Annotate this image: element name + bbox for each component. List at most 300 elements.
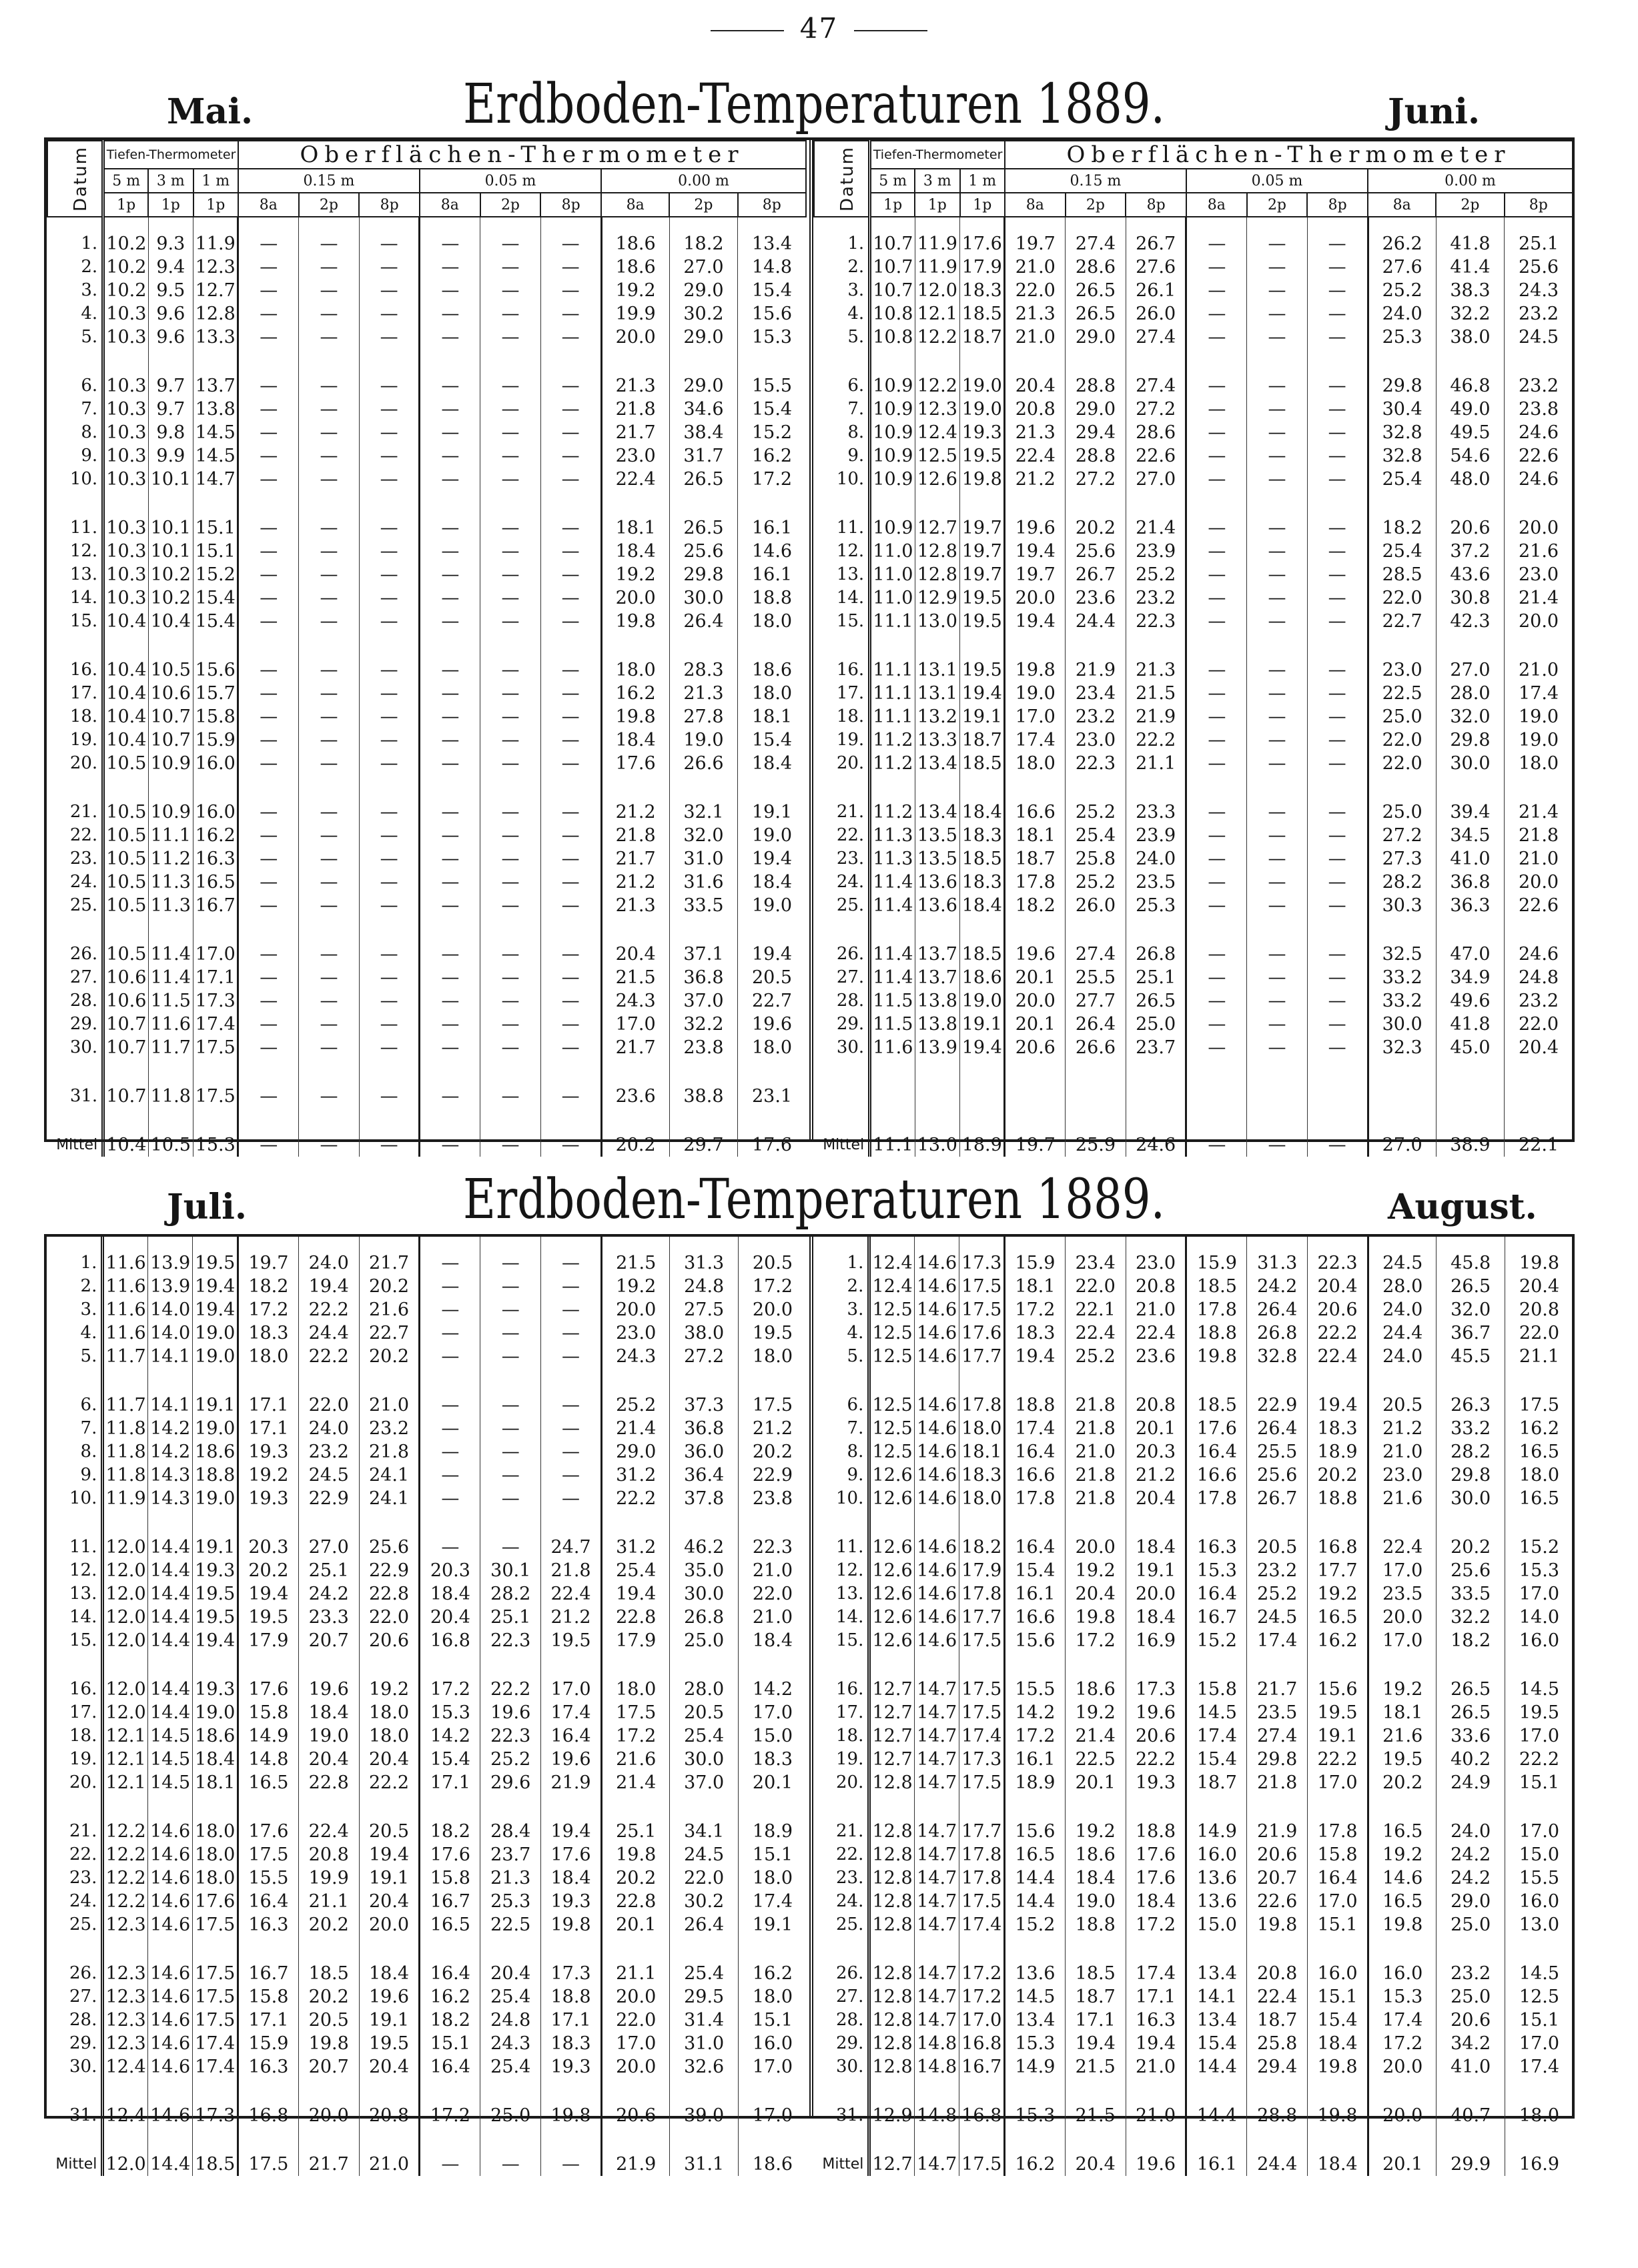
date-cell: 7. xyxy=(814,398,870,421)
date-cell: 16. xyxy=(47,1678,103,1701)
value-cell: — xyxy=(540,705,601,728)
date-cell: 10. xyxy=(47,468,103,491)
value-cell: 17.4 xyxy=(1247,1629,1308,1652)
value-cell: 20.0 xyxy=(298,2104,359,2127)
value-cell: 21.6 xyxy=(601,1748,669,1771)
value-cell: 18.0 xyxy=(193,1820,238,1843)
value-cell: 25.3 xyxy=(480,1890,541,1913)
value-cell: 10.7 xyxy=(870,279,915,302)
value-cell: 19.5 xyxy=(960,610,1005,633)
value-cell: 12.6 xyxy=(915,468,959,491)
value-cell: 16.4 xyxy=(541,1724,602,1748)
value-cell: — xyxy=(540,326,601,349)
value-cell: — xyxy=(420,1536,480,1559)
spacer-row xyxy=(47,491,806,516)
depth-header-1: 3 m xyxy=(148,169,193,193)
value-cell: — xyxy=(1186,658,1247,682)
value-cell: 19.4 xyxy=(1004,1345,1065,1368)
value-cell: — xyxy=(480,610,541,633)
value-cell: 16.7 xyxy=(193,894,238,917)
value-cell: 23.5 xyxy=(1368,1582,1436,1606)
value-cell: 16.6 xyxy=(1004,1606,1065,1629)
value-cell: 10.9 xyxy=(870,516,915,540)
value-cell: 16.1 xyxy=(1004,1748,1065,1771)
spacer-row xyxy=(47,1510,807,1536)
time-header: 2p xyxy=(1436,193,1504,217)
date-cell: 30. xyxy=(47,1036,103,1059)
value-cell: 43.6 xyxy=(1436,563,1504,586)
value-cell: 18.0 xyxy=(959,1417,1005,1440)
value-cell: — xyxy=(420,1013,480,1036)
value-cell: 18.0 xyxy=(601,658,669,682)
value-cell: 13.4 xyxy=(738,232,806,255)
value-cell: 22.7 xyxy=(359,1321,420,1345)
value-cell: 19.6 xyxy=(1126,1701,1186,1724)
value-cell: — xyxy=(238,824,299,847)
data-table-juli xyxy=(47,1237,807,2176)
value-cell: 22.7 xyxy=(1368,610,1436,633)
value-cell: 18.0 xyxy=(1005,752,1066,775)
value-cell: 9.4 xyxy=(148,255,193,279)
value-cell: 36.3 xyxy=(1436,894,1504,917)
value-cell: 17.4 xyxy=(1505,682,1573,705)
table-row xyxy=(814,1013,1573,1036)
value-cell: 19.0 xyxy=(669,728,737,752)
value-cell: 18.8 xyxy=(1065,1913,1126,1936)
depth-header-0: 5 m xyxy=(103,169,148,193)
value-cell: 24.0 xyxy=(1437,1820,1505,1843)
value-cell: 10.2 xyxy=(148,563,193,586)
value-cell: 14.2 xyxy=(147,1417,193,1440)
value-cell: 10.1 xyxy=(148,540,193,563)
value-cell: 22.0 xyxy=(670,1866,738,1890)
value-cell: 45.0 xyxy=(1436,1036,1504,1059)
value-cell: — xyxy=(1186,943,1247,966)
value-cell: 20.7 xyxy=(298,2055,359,2079)
value-cell: 29.5 xyxy=(670,1985,738,2009)
value-cell: 12.5 xyxy=(869,1440,915,1464)
value-cell: — xyxy=(359,847,420,871)
value-cell: 17.2 xyxy=(959,1962,1005,1985)
value-cell: 23.6 xyxy=(1126,1345,1186,1368)
value-cell: 24.9 xyxy=(1437,1771,1505,1794)
value-cell: 17.2 xyxy=(1368,2032,1436,2055)
value-cell: — xyxy=(480,1417,541,1440)
value-cell: 12.8 xyxy=(869,1890,915,1913)
value-cell: 24.4 xyxy=(1066,610,1126,633)
value-cell: 10.5 xyxy=(103,847,148,871)
value-cell: 18.0 xyxy=(601,1678,669,1701)
value-cell: 14.1 xyxy=(147,1393,193,1417)
value-cell: — xyxy=(1307,1013,1368,1036)
table-row xyxy=(47,1866,807,1890)
value-cell: 22.4 xyxy=(1247,1985,1308,2009)
value-cell: — xyxy=(359,894,420,917)
value-cell: — xyxy=(238,255,299,279)
value-cell: 13.6 xyxy=(915,871,959,894)
date-cell: 23. xyxy=(814,847,870,871)
value-cell: 17.0 xyxy=(1505,1582,1573,1606)
value-cell: 15.2 xyxy=(193,563,238,586)
mean-value-cell: 31.1 xyxy=(670,2153,738,2176)
value-cell: — xyxy=(299,1085,360,1108)
value-cell: 16.7 xyxy=(1186,1606,1247,1629)
table-row xyxy=(813,1701,1573,1724)
value-cell: — xyxy=(238,847,299,871)
value-cell: — xyxy=(238,421,299,444)
value-cell: 11.2 xyxy=(148,847,193,871)
value-cell: 11.6 xyxy=(103,1275,148,1298)
mean-value-cell: 21.0 xyxy=(359,2153,420,2176)
value-cell: 24.0 xyxy=(1368,302,1436,326)
value-cell: 15.3 xyxy=(738,326,806,349)
value-cell: 19.6 xyxy=(541,1748,602,1771)
value-cell: 17.5 xyxy=(959,1629,1005,1652)
value-cell: 15.6 xyxy=(1004,1629,1065,1652)
value-cell: 19.4 xyxy=(193,1298,238,1321)
table-row xyxy=(814,943,1573,966)
data-table-august xyxy=(813,1237,1573,2176)
value-cell: 18.0 xyxy=(359,1701,420,1724)
value-cell: — xyxy=(541,1275,602,1298)
date-cell: 17. xyxy=(47,1701,103,1724)
value-cell: 20.7 xyxy=(298,1629,359,1652)
value-cell: 19.0 xyxy=(738,824,806,847)
table-row xyxy=(47,2104,807,2127)
value-cell: — xyxy=(1307,966,1368,989)
table-row xyxy=(813,1487,1573,1510)
value-cell: 17.3 xyxy=(1126,1678,1186,1701)
value-cell: 17.3 xyxy=(959,1251,1005,1275)
value-cell: 25.0 xyxy=(1126,1013,1186,1036)
value-cell: 13.7 xyxy=(915,943,959,966)
value-cell: 22.4 xyxy=(1308,1345,1368,1368)
value-cell: — xyxy=(480,398,541,421)
value-cell: — xyxy=(1307,894,1368,917)
value-cell: 26.5 xyxy=(1066,302,1126,326)
value-cell: 24.8 xyxy=(1505,966,1573,989)
value-cell: 11.8 xyxy=(148,1085,193,1108)
value-cell: 23.2 xyxy=(359,1417,420,1440)
value-cell: 10.6 xyxy=(103,966,148,989)
value-cell: 17.2 xyxy=(1004,1724,1065,1748)
date-cell: 10. xyxy=(47,1487,103,1510)
value-cell: — xyxy=(359,302,420,326)
value-cell: 45.5 xyxy=(1437,1345,1505,1368)
value-cell: 18.4 xyxy=(738,1629,807,1652)
value-cell: 22.0 xyxy=(1368,586,1436,610)
value-cell: — xyxy=(1247,374,1308,398)
value-cell: — xyxy=(540,943,601,966)
value-cell: 25.8 xyxy=(1066,847,1126,871)
value-cell: 16.5 xyxy=(193,871,238,894)
value-cell: — xyxy=(238,1013,299,1036)
table-row xyxy=(47,1536,807,1559)
value-cell: 10.7 xyxy=(870,255,915,279)
value-cell: 16.5 xyxy=(1505,1487,1573,1510)
date-cell: 9. xyxy=(813,1464,869,1487)
value-cell: — xyxy=(1247,1036,1308,1059)
value-cell: 12.6 xyxy=(869,1559,915,1582)
value-cell: 19.7 xyxy=(960,563,1005,586)
value-cell: 17.6 xyxy=(193,1890,238,1913)
mean-value-cell: 17.5 xyxy=(959,2153,1005,2176)
value-cell: 17.8 xyxy=(1308,1820,1368,1843)
value-cell: 10.4 xyxy=(103,728,148,752)
value-cell: — xyxy=(420,705,480,728)
datum-label: Datum xyxy=(837,146,857,211)
value-cell: 15.4 xyxy=(738,279,806,302)
value-cell: 14.2 xyxy=(1004,1701,1065,1724)
value-cell: 21.6 xyxy=(1505,540,1573,563)
value-cell: 18.9 xyxy=(1308,1440,1368,1464)
date-cell: 29. xyxy=(814,1013,870,1036)
value-cell: 18.4 xyxy=(1308,2032,1368,2055)
value-cell: 14.5 xyxy=(193,444,238,468)
value-cell: 13.5 xyxy=(915,824,959,847)
date-cell: 21. xyxy=(47,1820,103,1843)
value-cell: 15.8 xyxy=(1186,1678,1247,1701)
value-cell: 11.2 xyxy=(870,728,915,752)
value-cell: — xyxy=(540,232,601,255)
date-cell: 24. xyxy=(814,871,870,894)
table-row xyxy=(47,1321,807,1345)
spacer-row xyxy=(814,1108,1573,1133)
value-cell: 17.5 xyxy=(959,1298,1005,1321)
value-cell: 18.5 xyxy=(1186,1275,1247,1298)
value-cell: 14.8 xyxy=(914,2104,959,2127)
value-cell: 20.2 xyxy=(601,1866,669,1890)
value-cell: 21.0 xyxy=(738,1606,807,1629)
spacer-row xyxy=(814,1059,1573,1085)
value-cell: 19.2 xyxy=(238,1464,298,1487)
value-cell: — xyxy=(299,871,360,894)
table-row xyxy=(47,1962,807,1985)
value-cell: 17.0 xyxy=(1505,2032,1573,2055)
value-cell: 19.5 xyxy=(359,2032,420,2055)
value-cell: 26.6 xyxy=(669,752,737,775)
value-cell: — xyxy=(420,279,480,302)
spacer-row xyxy=(813,2079,1573,2104)
month-label-juni: Juni. xyxy=(1388,91,1481,132)
value-cell: 9.3 xyxy=(148,232,193,255)
value-cell: — xyxy=(1186,444,1247,468)
date-cell: 25. xyxy=(814,894,870,917)
value-cell: 16.7 xyxy=(238,1962,298,1985)
value-cell: — xyxy=(480,1345,541,1368)
value-cell: — xyxy=(299,847,360,871)
value-cell: 19.8 xyxy=(601,705,669,728)
value-cell: 11.9 xyxy=(103,1487,148,1510)
value-cell: 15.9 xyxy=(1004,1251,1065,1275)
value-cell: 10.3 xyxy=(103,421,148,444)
value-cell: 17.7 xyxy=(959,1820,1005,1843)
value-cell: 12.6 xyxy=(869,1582,915,1606)
value-cell: 20.1 xyxy=(1126,1417,1186,1440)
value-cell: 12.4 xyxy=(915,421,959,444)
surface-level-header-2: 0.00 m xyxy=(1368,169,1573,193)
date-cell: 4. xyxy=(814,302,870,326)
value-cell: 21.2 xyxy=(601,871,669,894)
value-cell xyxy=(1247,1085,1308,1108)
value-cell: 17.2 xyxy=(238,1298,298,1321)
data-table-mai xyxy=(47,140,807,1157)
value-cell: 12.5 xyxy=(869,1417,915,1440)
table-row xyxy=(813,1843,1573,1866)
value-cell: — xyxy=(1247,468,1308,491)
table-row xyxy=(47,2032,807,2055)
value-cell: 15.1 xyxy=(1505,1771,1573,1794)
value-cell: 13.8 xyxy=(915,989,959,1013)
value-cell: — xyxy=(359,444,420,468)
value-cell: 20.8 xyxy=(1126,1275,1186,1298)
value-cell: 17.2 xyxy=(601,1724,669,1748)
value-cell: 21.0 xyxy=(1126,2104,1186,2127)
value-cell: 13.5 xyxy=(915,847,959,871)
value-cell: 20.4 xyxy=(359,1890,420,1913)
value-cell: 28.4 xyxy=(480,1820,541,1843)
value-cell: — xyxy=(420,800,480,824)
value-cell: 13.7 xyxy=(193,374,238,398)
time-header: 1p xyxy=(103,193,148,217)
value-cell: 17.5 xyxy=(959,1701,1005,1724)
value-cell: — xyxy=(420,658,480,682)
value-cell: 20.2 xyxy=(359,1345,420,1368)
value-cell: 12.4 xyxy=(869,1251,915,1275)
value-cell: 12.0 xyxy=(103,1559,148,1582)
value-cell: 18.3 xyxy=(959,1464,1005,1487)
value-cell: 19.2 xyxy=(1065,1559,1126,1582)
value-cell: 21.2 xyxy=(1126,1464,1186,1487)
date-cell: 26. xyxy=(814,943,870,966)
value-cell: 24.5 xyxy=(1505,326,1573,349)
value-cell: 19.0 xyxy=(193,1321,238,1345)
value-cell: 19.5 xyxy=(541,1629,602,1652)
value-cell: 14.7 xyxy=(914,1866,959,1890)
date-cell: 28. xyxy=(814,989,870,1013)
value-cell: 22.2 xyxy=(601,1487,669,1510)
value-cell: 18.1 xyxy=(1004,1275,1065,1298)
value-cell: 12.7 xyxy=(869,1701,915,1724)
value-cell: — xyxy=(480,232,541,255)
table-row xyxy=(813,1559,1573,1582)
table-row xyxy=(47,1678,807,1701)
value-cell: 17.4 xyxy=(1005,728,1066,752)
value-cell: 11.1 xyxy=(870,658,915,682)
date-cell: 29. xyxy=(47,1013,103,1036)
value-cell: — xyxy=(540,658,601,682)
value-cell: 12.1 xyxy=(103,1771,148,1794)
value-cell: 14.6 xyxy=(147,1985,193,2009)
value-cell: — xyxy=(420,1321,480,1345)
value-cell: 19.5 xyxy=(1505,1701,1573,1724)
value-cell: — xyxy=(540,894,601,917)
value-cell: 14.5 xyxy=(147,1771,193,1794)
value-cell: — xyxy=(540,847,601,871)
value-cell: 29.0 xyxy=(1437,1890,1505,1913)
value-cell: 13.4 xyxy=(915,800,959,824)
value-cell: 26.1 xyxy=(1126,279,1186,302)
value-cell: — xyxy=(1247,302,1308,326)
value-cell: — xyxy=(299,444,360,468)
value-cell: — xyxy=(540,966,601,989)
value-cell: 11.6 xyxy=(103,1321,148,1345)
spacer-row xyxy=(814,349,1573,374)
value-cell: 15.5 xyxy=(238,1866,298,1890)
mean-value-cell: 21.7 xyxy=(298,2153,359,2176)
value-cell: 25.6 xyxy=(359,1536,420,1559)
surface-level-header-0: 0.15 m xyxy=(238,169,420,193)
value-cell: 16.0 xyxy=(1186,1843,1247,1866)
value-cell: 14.6 xyxy=(914,1393,959,1417)
value-cell: 17.5 xyxy=(193,1985,238,2009)
value-cell: 20.2 xyxy=(298,1913,359,1936)
value-cell: 10.2 xyxy=(103,255,148,279)
value-cell: 17.2 xyxy=(738,1275,807,1298)
value-cell: — xyxy=(540,752,601,775)
data-table-juni xyxy=(813,140,1573,1157)
value-cell: 16.5 xyxy=(1505,1440,1573,1464)
value-cell: 21.0 xyxy=(1126,2055,1186,2079)
value-cell: 11.4 xyxy=(148,943,193,966)
value-cell: 27.0 xyxy=(669,255,737,279)
value-cell: — xyxy=(359,871,420,894)
value-cell: 10.5 xyxy=(103,894,148,917)
date-cell: 25. xyxy=(47,1913,103,1936)
value-cell: — xyxy=(480,326,541,349)
value-cell: 15.1 xyxy=(193,516,238,540)
time-header: 8p xyxy=(359,193,420,217)
date-cell: 8. xyxy=(814,421,870,444)
value-cell: 27.8 xyxy=(669,705,737,728)
value-cell: 22.9 xyxy=(738,1464,807,1487)
value-cell: 17.5 xyxy=(959,1890,1005,1913)
value-cell: 17.0 xyxy=(1005,705,1066,728)
mean-value-cell: 21.9 xyxy=(601,2153,669,2176)
value-cell: 33.5 xyxy=(1437,1582,1505,1606)
datum-header xyxy=(814,141,870,217)
date-cell: 15. xyxy=(814,610,870,633)
mean-value-cell: 14.7 xyxy=(914,2153,959,2176)
value-cell: 14.4 xyxy=(147,1559,193,1582)
value-cell: 33.6 xyxy=(1437,1724,1505,1748)
value-cell: 23.2 xyxy=(1126,586,1186,610)
value-cell: 20.5 xyxy=(298,2009,359,2032)
value-cell: 19.8 xyxy=(1368,1913,1436,1936)
value-cell: 13.1 xyxy=(915,682,959,705)
value-cell: — xyxy=(1186,800,1247,824)
value-cell: — xyxy=(359,1036,420,1059)
value-cell: 18.0 xyxy=(193,1866,238,1890)
value-cell: 17.0 xyxy=(1368,1559,1436,1582)
mean-value-cell: 14.4 xyxy=(147,2153,193,2176)
value-cell: 14.7 xyxy=(914,2009,959,2032)
value-cell: 18.8 xyxy=(1004,1393,1065,1417)
value-cell: 25.2 xyxy=(1066,800,1126,824)
value-cell: 21.2 xyxy=(738,1417,807,1440)
value-cell: 17.0 xyxy=(738,2104,807,2127)
value-cell: 19.1 xyxy=(359,2009,420,2032)
value-cell: 30.4 xyxy=(1368,398,1436,421)
value-cell: 14.3 xyxy=(147,1487,193,1510)
value-cell: 18.6 xyxy=(738,658,806,682)
value-cell: — xyxy=(420,302,480,326)
value-cell: — xyxy=(540,398,601,421)
value-cell: — xyxy=(238,682,299,705)
value-cell: 16.3 xyxy=(238,1913,298,1936)
value-cell: 17.5 xyxy=(601,1701,669,1724)
value-cell: 19.6 xyxy=(480,1701,541,1724)
